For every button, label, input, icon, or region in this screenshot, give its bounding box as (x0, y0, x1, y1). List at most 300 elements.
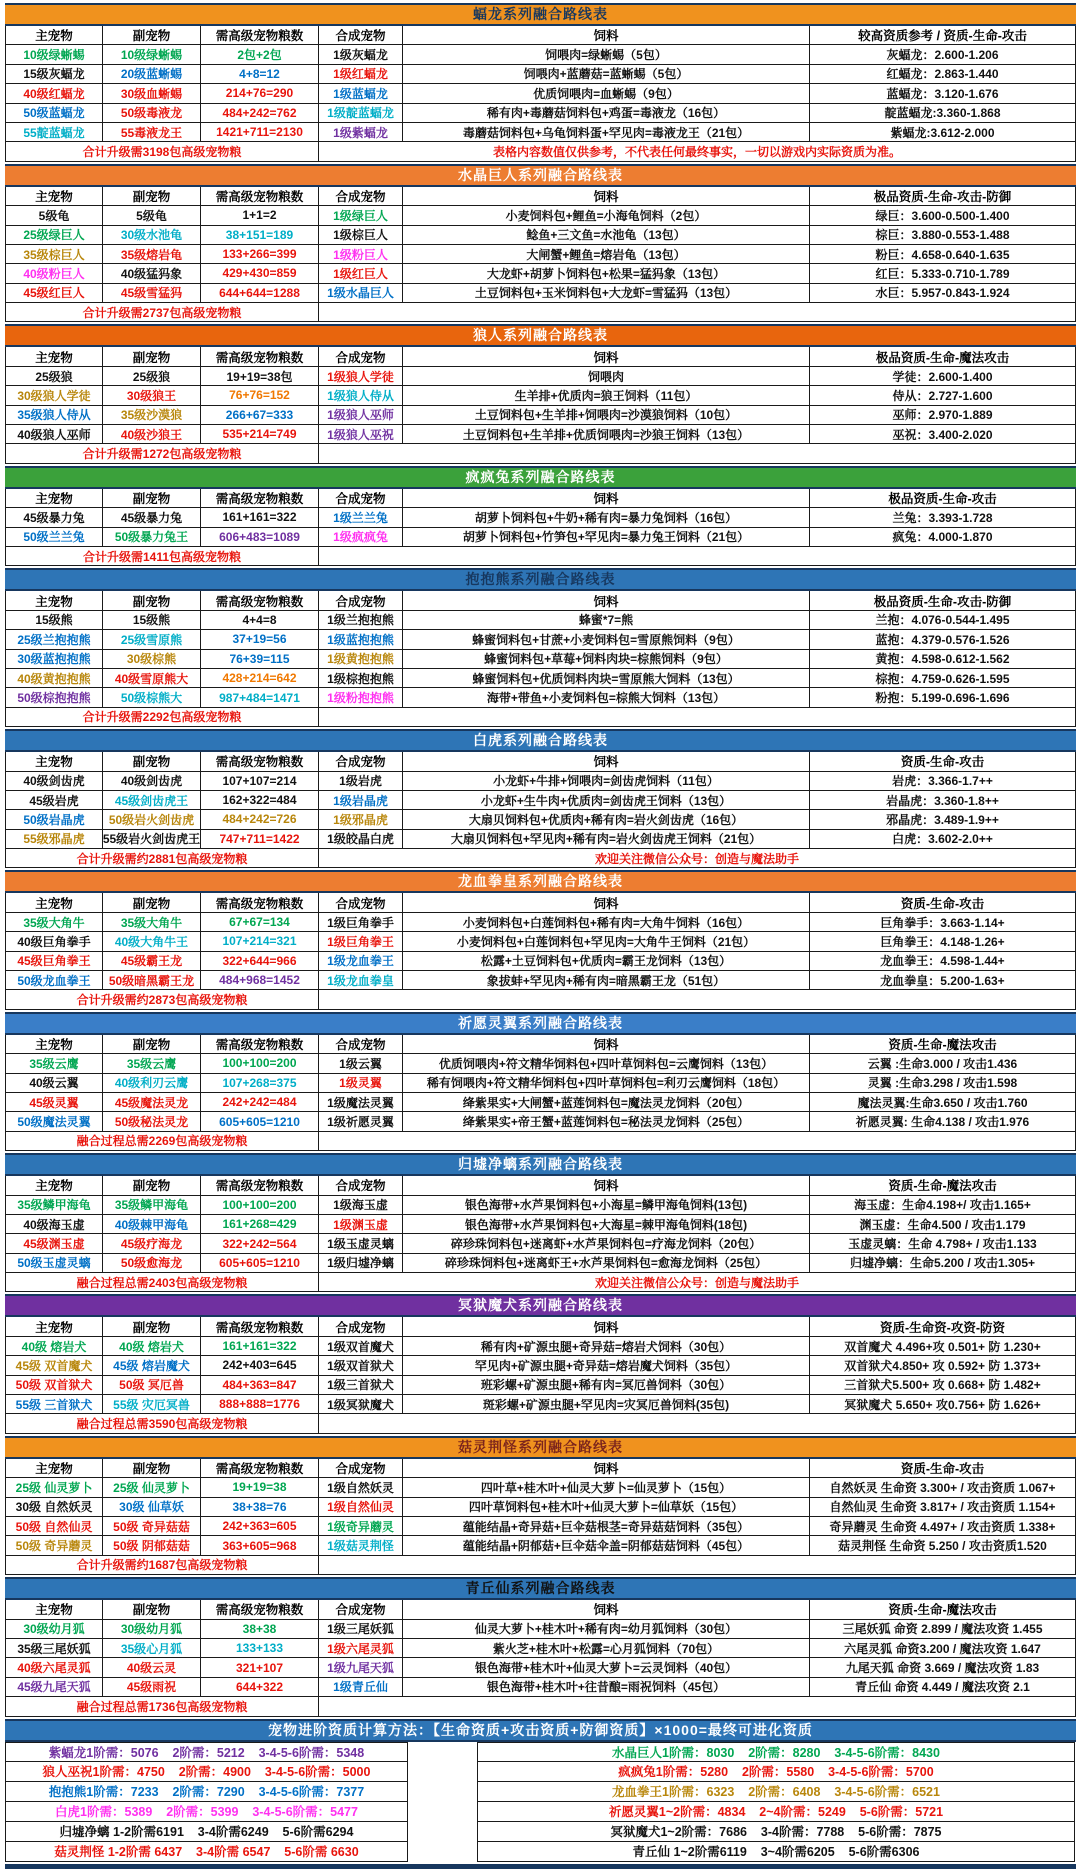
cell: 蕴能结晶+奇异菇+巨伞菇根茎=奇异菇菇饲料（35包） (403, 1517, 810, 1536)
column-header: 主宠物 (6, 1600, 103, 1619)
cell: 45级渊玉虚 (6, 1234, 103, 1253)
cell: 小龙虾+生牛肉+优质肉=剑齿虎王饲料（13包） (403, 791, 810, 810)
cell: 50级魔法灵翼 (6, 1112, 103, 1131)
footer-total: 融合过程总需1736包高级宠物粮 (6, 1697, 319, 1716)
cell: 161+161=322 (201, 508, 319, 527)
cell: 107+107=214 (201, 772, 319, 791)
section-banner-11: 菇灵荆怪系列融合路线表 (5, 1436, 1076, 1459)
cell: 紫蝠龙:3.612-2.000 (810, 123, 1076, 142)
calc-row (5, 1742, 1076, 1762)
table-header-row (6, 1600, 1076, 1619)
calc-gap (408, 1782, 477, 1802)
calc-left-cell: 白虎1阶需：5389 2阶需：5399 3-4-5-6阶需：5477 (5, 1802, 408, 1822)
cell: 45级岩虎 (6, 791, 103, 810)
cell: 棕巨：3.880-0.553-1.488 (810, 226, 1076, 245)
cell: 40级六尾灵狐 (6, 1658, 103, 1677)
section-banner-9: 归墟净螭系列融合路线表 (5, 1153, 1076, 1176)
calc-gap (408, 1742, 477, 1762)
footer-total: 合计升级需1411包高级宠物粮 (6, 547, 319, 566)
table-row (6, 1234, 1076, 1253)
cell: 粉抱：5.199-0.696-1.696 (810, 688, 1076, 707)
cell: 76+39=115 (201, 650, 319, 669)
cell: 1级自然妖灵 (319, 1478, 403, 1497)
cell: 40级 熔岩犬 (103, 1337, 201, 1356)
cell: 37+19=56 (201, 630, 319, 649)
cell: 40级海玉虚 (6, 1215, 103, 1234)
cell: 45级雪猛犸 (103, 284, 201, 303)
cell: 红蝠龙：2.863-1.440 (810, 65, 1076, 84)
cell: 35级棕巨人 (6, 245, 103, 264)
cell: 40级沙狼王 (103, 425, 201, 444)
cell: 1级狼人侍从 (319, 386, 403, 405)
cell: 50级蓝蝠龙 (6, 104, 103, 123)
cell: 15级熊 (6, 611, 103, 630)
cell: 605+605=1210 (201, 1254, 319, 1273)
cell: 605+605=1210 (201, 1112, 319, 1131)
cell: 35级大角牛 (103, 913, 201, 932)
column-header: 合成宠物 (319, 1600, 403, 1619)
calc-row (5, 1822, 1076, 1842)
cell: 242+403=645 (201, 1356, 319, 1375)
cell: 40级狼人巫师 (6, 425, 103, 444)
cell: 484+242=726 (201, 810, 319, 829)
column-header: 较高资质参考 / 资质-生命-攻击 (810, 26, 1076, 45)
cell: 海玉虚：生命4.198+/ 攻击1.165+ (810, 1196, 1076, 1215)
cell: 1级灰蝠龙 (319, 45, 403, 64)
cell: 1级岩晶虎 (319, 791, 403, 810)
cell: 1+1=2 (201, 206, 319, 225)
table-row (6, 1517, 1076, 1536)
cell: 1级三尾妖狐 (319, 1620, 403, 1639)
cell: 40级云灵 (103, 1658, 201, 1677)
table-row (6, 772, 1076, 791)
cell: 50级岩晶虎 (6, 810, 103, 829)
column-header: 需高级宠物粮数 (201, 1459, 319, 1478)
table-footer-row (6, 1697, 1076, 1716)
fusion-table-6 (5, 752, 1076, 868)
cell: 兰兔：3.393-1.728 (810, 508, 1076, 527)
cell: 三首狱犬5.500+ 攻 0.668+ 防 1.482+ (810, 1376, 1076, 1395)
cell: 1级狼人学徒 (319, 367, 403, 386)
table-header-row (6, 893, 1076, 912)
cell: 菇灵荆怪 生命资 5.250 / 攻击资质1.520 (810, 1536, 1076, 1555)
cell: 1级疯疯兔 (319, 528, 403, 547)
cell: 大扇贝饲料包+罕见肉+稀有肉=岩火剑齿虎王饲料（21包） (403, 830, 810, 849)
cell: 50级毒液龙 (103, 104, 201, 123)
column-header: 副宠物 (103, 489, 201, 508)
footer-note: 欢迎关注微信公众号：创造与魔法助手 (319, 1273, 1076, 1292)
footer-total: 合计升级需约2881包高级宠物粮 (6, 849, 319, 868)
column-header: 副宠物 (103, 591, 201, 610)
cell: 30级棕熊 (103, 650, 201, 669)
cell: 30级血蜥蜴 (103, 84, 201, 103)
column-header: 副宠物 (103, 26, 201, 45)
cell: 六尾灵狐 命资3.200 / 魔法攻资 1.647 (810, 1639, 1076, 1658)
cell: 1级黄抱抱熊 (319, 650, 403, 669)
cell: 45级 双首魔犬 (6, 1356, 103, 1375)
table-row (6, 104, 1076, 123)
cell: 606+483=1089 (201, 528, 319, 547)
cell: 25级雪原熊 (103, 630, 201, 649)
cell: 50级岩火剑齿虎 (103, 810, 201, 829)
cell: 133+266=399 (201, 245, 319, 264)
column-header: 极品资质-生命-攻击-防御 (810, 187, 1076, 206)
cell: 50级 阴郁菇菇 (103, 1536, 201, 1555)
cell: 1级巨角拳手 (319, 913, 403, 932)
cell: 1级狼人巫祝 (319, 425, 403, 444)
footer-total: 融合过程总需3590包高级宠物粮 (6, 1414, 319, 1433)
table-row (6, 84, 1076, 103)
table-row (6, 952, 1076, 971)
cell: 5级龟 (103, 206, 201, 225)
cell: 1级紫蝠龙 (319, 123, 403, 142)
column-header: 主宠物 (6, 187, 103, 206)
cell: 1级靛蓝蝠龙 (319, 104, 403, 123)
footer-note (319, 1132, 1076, 1151)
cell: 4+8=12 (201, 65, 319, 84)
fusion-table-5 (5, 591, 1076, 727)
cell: 50级 双首狱犬 (6, 1376, 103, 1395)
cell: 35级云鹰 (103, 1054, 201, 1073)
table-row (6, 245, 1076, 264)
column-header: 合成宠物 (319, 26, 403, 45)
table-footer-row (6, 708, 1076, 727)
column-header: 主宠物 (6, 752, 103, 771)
column-header: 副宠物 (103, 187, 201, 206)
cell: 稀有肉+矿源虫腿+奇异菇=熔岩犬饲料（30包） (403, 1337, 810, 1356)
cell: 50级 奇异菇菇 (103, 1517, 201, 1536)
fusion-table-4 (5, 489, 1076, 567)
column-header: 资质-生命-魔法攻击 (810, 1035, 1076, 1054)
cell: 266+67=333 (201, 406, 319, 425)
footer-total: 合计升级需3198包高级宠物粮 (6, 142, 319, 161)
cell: 1级双首狱犬 (319, 1356, 403, 1375)
calc-row (5, 1802, 1076, 1822)
cell: 自然仙灵 生命资 3.817+ / 攻击资质 1.154+ (810, 1498, 1076, 1517)
table-header-row (6, 187, 1076, 206)
cell: 优质饲喂肉=血蜥蜴（9包） (403, 84, 810, 103)
cell: 40级棘甲海龟 (103, 1215, 201, 1234)
table-footer-row (6, 1414, 1076, 1433)
column-header: 资质-生命-攻击 (810, 752, 1076, 771)
calc-right-cell: 龙血拳王1阶需：6323 2阶需：6408 3-4-5-6阶需：6521 (477, 1782, 1075, 1802)
cell: 429+430=859 (201, 264, 319, 283)
cell: 428+214=642 (201, 669, 319, 688)
footer-total: 合计升级需2292包高级宠物粮 (6, 708, 319, 727)
calc-right-cell: 祈愿灵翼1~2阶需：4834 2~4阶需：5249 5-6阶需：5721 (477, 1802, 1075, 1822)
table-footer-row (6, 1132, 1076, 1151)
table-header-row (6, 1317, 1076, 1336)
table-row (6, 630, 1076, 649)
cell: 鲶鱼+三文鱼=水池龟（13包） (403, 226, 810, 245)
calc-left-cell: 紫蝠龙1阶需：5076 2阶需：5212 3-4-5-6阶需：5348 (5, 1742, 408, 1762)
table-row (6, 1678, 1076, 1697)
cell: 兰抱：4.076-0.544-1.495 (810, 611, 1076, 630)
footer-total: 融合过程总需2403包高级宠物粮 (6, 1273, 319, 1292)
column-header: 主宠物 (6, 591, 103, 610)
cell: 38+151=189 (201, 226, 319, 245)
table-row (6, 226, 1076, 245)
table-row (6, 264, 1076, 283)
cell: 银色海带+桂木叶+往昔酿=雨祝饲料（45包） (403, 1678, 810, 1697)
cell: 1级狼人巫师 (319, 406, 403, 425)
cell: 绛紫果实+帝王蟹+蓝莲饲料包=秘法灵龙饲料（25包） (403, 1112, 810, 1131)
column-header: 副宠物 (103, 893, 201, 912)
cell: 1级红蝠龙 (319, 65, 403, 84)
cell: 45级霸王龙 (103, 952, 201, 971)
cell: 银色海带+桂木叶+仙灵大萝卜=云灵饲料（40包） (403, 1658, 810, 1677)
cell: 1级海玉虚 (319, 1196, 403, 1215)
cell: 107+214=321 (201, 932, 319, 951)
cell: 242+242=484 (201, 1093, 319, 1112)
footer-note (319, 444, 1076, 463)
table-row (6, 1337, 1076, 1356)
cell: 1级归墟净螭 (319, 1254, 403, 1273)
cell: 1级兰兰兔 (319, 508, 403, 527)
cell: 海带+带鱼+小麦饲料包=棕熊大饲料（13包） (403, 688, 810, 707)
table-row (6, 611, 1076, 630)
cell: 优质饲喂肉+符文精华饲料包+四叶草饲料包=云鹰饲料（13包） (403, 1054, 810, 1073)
cell: 巫祝：3.400-2.020 (810, 425, 1076, 444)
column-header: 需高级宠物粮数 (201, 752, 319, 771)
column-header: 饲料 (403, 893, 810, 912)
cell: 饲喂肉 (403, 367, 810, 386)
table-row (6, 932, 1076, 951)
cell: 242+363=605 (201, 1517, 319, 1536)
cell: 1级龙血拳皇 (319, 971, 403, 990)
column-header: 极品资质-生命-攻击-防御 (810, 591, 1076, 610)
calc-row (5, 1762, 1076, 1782)
table-row (6, 1376, 1076, 1395)
footer-total: 融合过程总需2269包高级宠物粮 (6, 1132, 319, 1151)
table-row (6, 406, 1076, 425)
column-header: 资质-生命-攻击 (810, 1459, 1076, 1478)
cell: 25级兰抱抱熊 (6, 630, 103, 649)
cell: 小麦饲料包+鲤鱼=小海龟饲料（2包） (403, 206, 810, 225)
cell: 35级三尾妖狐 (6, 1639, 103, 1658)
table-header-row (6, 1035, 1076, 1054)
column-header: 合成宠物 (319, 489, 403, 508)
table-row (6, 971, 1076, 990)
cell: 奇异蘑灵 生命资 4.497+ / 攻击资质 1.338+ (810, 1517, 1076, 1536)
fusion-table-11 (5, 1459, 1076, 1575)
section-banner-4: 疯疯兔系列融合路线表 (5, 466, 1076, 489)
column-header: 副宠物 (103, 1459, 201, 1478)
footer-note (319, 708, 1076, 727)
table-row (6, 650, 1076, 669)
cell: 40级猛犸象 (103, 264, 201, 283)
table-row (6, 1054, 1076, 1073)
cell: 象拔蚌+罕见肉+稀有肉=暗黑霸王龙（51包） (403, 971, 810, 990)
cell: 1级兰抱抱熊 (319, 611, 403, 630)
cell: 绛紫果实+大闸蟹+蓝莲饲料包=魔法灵龙饲料（20包） (403, 1093, 810, 1112)
cell: 45级九尾天狐 (6, 1678, 103, 1697)
cell: 30级狼人学徒 (6, 386, 103, 405)
table-row (6, 1215, 1076, 1234)
cell: 自然妖灵 生命资 3.300+ / 攻击资质 1.067+ (810, 1478, 1076, 1497)
table-row (6, 386, 1076, 405)
table-row (6, 688, 1076, 707)
table-footer-row (6, 849, 1076, 868)
column-header: 饲料 (403, 591, 810, 610)
cell: 1421+711=2130 (201, 123, 319, 142)
cell: 55毒液龙王 (103, 123, 201, 142)
cell: 1级六尾灵狐 (319, 1639, 403, 1658)
cell: 1级红巨人 (319, 264, 403, 283)
table-row (6, 1620, 1076, 1639)
cell: 40级 熔岩犬 (6, 1337, 103, 1356)
cell: 35级心月狐 (103, 1639, 201, 1658)
column-header: 副宠物 (103, 1600, 201, 1619)
table-row (6, 1395, 1076, 1414)
cell: 土豆饲料包+玉米饲料包+大龙虾=雪猛犸（13包） (403, 284, 810, 303)
calc-gap (408, 1822, 477, 1842)
cell: 仙灵大萝卜+桂木叶+稀有肉=幼月狐饲料（30包） (403, 1620, 810, 1639)
cell: 30级狼王 (103, 386, 201, 405)
cell: 25级狼 (6, 367, 103, 386)
cell: 45级暴力兔 (103, 508, 201, 527)
cell: 岩虎：3.366-1.7++ (810, 772, 1076, 791)
footer-note (319, 990, 1076, 1009)
table-footer-row (6, 990, 1076, 1009)
cell: 岩晶虎：3.360-1.8++ (810, 791, 1076, 810)
calc-left-cell: 菇灵荆怪 1-2阶需 6437 3-4阶需 6547 5-6阶需 6630 (5, 1842, 408, 1862)
table-header-row (6, 752, 1076, 771)
column-header: 需高级宠物粮数 (201, 1317, 319, 1336)
cell: 棕抱：4.759-0.626-1.595 (810, 669, 1076, 688)
cell: 蜂蜜*7=熊 (403, 611, 810, 630)
cell: 40级剑齿虎 (6, 772, 103, 791)
fusion-table-8 (5, 1035, 1076, 1151)
table-row (6, 830, 1076, 849)
column-header: 资质-生命-魔法攻击 (810, 1176, 1076, 1195)
column-header: 饲料 (403, 489, 810, 508)
cell: 碎珍珠饲料包+迷离虾+水芦果饲料包=疗海龙饲料（20包） (403, 1234, 810, 1253)
cell: 535+214=749 (201, 425, 319, 444)
cell: 土豆饲料包+生羊排+饲喂肉=沙漠狼饲料（10包） (403, 406, 810, 425)
cell: 紫火芝+桂木叶+松露=心月狐饲料（70包） (403, 1639, 810, 1658)
column-header: 主宠物 (6, 347, 103, 366)
cell: 133+133 (201, 1639, 319, 1658)
cell: 蜂蜜饲料包+甘蔗+小麦饲料包=雪原熊饲料（9包） (403, 630, 810, 649)
cell: 1级棕巨人 (319, 226, 403, 245)
cell: 蜂蜜饲料包+优质饲料肉块=雪原熊大饲料（13包） (403, 669, 810, 688)
cell: 班彩螺+矿源虫腿+稀有肉=冥厄兽饲料（30包） (403, 1376, 810, 1395)
cell: 小麦饲料包+白莲饲料包+稀有肉=大角牛饲料（16包） (403, 913, 810, 932)
cell: 25级 仙灵萝卜 (103, 1478, 201, 1497)
table-row (6, 791, 1076, 810)
cell: 30级 仙草妖 (103, 1498, 201, 1517)
cell: 30级幼月狐 (103, 1620, 201, 1639)
section-banner-8: 祈愿灵翼系列融合路线表 (5, 1012, 1076, 1035)
column-header: 资质-生命资-攻资-防资 (810, 1317, 1076, 1336)
table-row (6, 123, 1076, 142)
cell: 粉巨：4.658-0.640-1.635 (810, 245, 1076, 264)
cell: 19+19=38包 (201, 367, 319, 386)
cell: 45级剑齿虎王 (103, 791, 201, 810)
cell: 161+161=322 (201, 1337, 319, 1356)
column-header: 饲料 (403, 26, 810, 45)
calc-gap (408, 1842, 477, 1862)
column-header: 需高级宠物粮数 (201, 893, 319, 912)
cell: 55级邪晶虎 (6, 830, 103, 849)
column-header: 饲料 (403, 1600, 810, 1619)
cell: 1级邪晶虎 (319, 810, 403, 829)
cell: 35级鳞甲海龟 (103, 1196, 201, 1215)
column-header: 资质-生命-攻击 (810, 893, 1076, 912)
cell: 484+363=847 (201, 1376, 319, 1395)
cell: 76+76=152 (201, 386, 319, 405)
cell: 50级兰兰兔 (6, 528, 103, 547)
cell: 25级 仙灵萝卜 (6, 1478, 103, 1497)
cell: 35级大角牛 (6, 913, 103, 932)
cell: 100+100=200 (201, 1196, 319, 1215)
cell: 38+38=76 (201, 1498, 319, 1517)
cell: 1级冥狱魔犬 (319, 1395, 403, 1414)
cell: 50级棕抱抱熊 (6, 688, 103, 707)
table-header-row (6, 1176, 1076, 1195)
cell: 25级绿巨人 (6, 226, 103, 245)
cell: 松露+土豆饲料包+优质肉=霸王龙饲料（13包） (403, 952, 810, 971)
footer-total: 合计升级需2737包高级宠物粮 (6, 303, 319, 322)
cell: 1级自然仙灵 (319, 1498, 403, 1517)
cell: 40级剑齿虎 (103, 772, 201, 791)
cell: 九尾天狐 命资 3.669 / 魔法攻资 1.83 (810, 1658, 1076, 1677)
cell: 50级秘法灵龙 (103, 1112, 201, 1131)
table-row (6, 206, 1076, 225)
column-header: 合成宠物 (319, 1035, 403, 1054)
column-header: 主宠物 (6, 26, 103, 45)
fusion-table-3 (5, 347, 1076, 463)
column-header: 需高级宠物粮数 (201, 187, 319, 206)
cell: 龙血拳皇：5.200-1.63+ (810, 971, 1076, 990)
table-header-row (6, 591, 1076, 610)
cell: 四叶草+桂木叶+仙灵大萝卜=仙灵萝卜（15包） (403, 1478, 810, 1497)
fusion-table-7 (5, 893, 1076, 1009)
calc-gap (408, 1762, 477, 1782)
cell: 40级云翼 (6, 1074, 103, 1093)
cell: 土豆饲料包+生羊排+优质饲喂肉=沙狼王饲料（13包） (403, 425, 810, 444)
calc-row (5, 1782, 1076, 1802)
cell: 15级灰蝠龙 (6, 65, 103, 84)
column-header: 极品资质-生命-魔法攻击 (810, 347, 1076, 366)
calc-right-cell: 疯疯兔1阶需：5280 2阶需：5580 3-4-5-6阶需：5700 (477, 1762, 1075, 1782)
table-footer-row (6, 1273, 1076, 1292)
cell: 灰蝠龙：2.600-1.206 (810, 45, 1076, 64)
column-header: 饲料 (403, 1176, 810, 1195)
cell: 邪晶虎：3.489-1.9++ (810, 810, 1076, 829)
cell: 35级熔岩龟 (103, 245, 201, 264)
column-header: 合成宠物 (319, 1317, 403, 1336)
cell: 祈愿灵翼: 生命4.138 / 攻击1.976 (810, 1112, 1076, 1131)
table-row (6, 1639, 1076, 1658)
calc-method-banner: 宠物进阶资质计算方法：【生命资质+攻击资质+防御资质】×1000=最终可进化资质 (5, 1719, 1076, 1742)
cell: 35级云鹰 (6, 1054, 103, 1073)
cell: 胡萝卜饲料包+牛奶+稀有肉=暴力兔饲料（16包） (403, 508, 810, 527)
calc-gap (408, 1802, 477, 1822)
column-header: 需高级宠物粮数 (201, 591, 319, 610)
cell: 黄抱：4.598-0.612-1.562 (810, 650, 1076, 669)
cell: 稀有肉+毒蘑菇饲料包+鸡蛋=毒液龙（16包） (403, 104, 810, 123)
column-header: 需高级宠物粮数 (201, 1176, 319, 1195)
cell: 30级 自然妖灵 (6, 1498, 103, 1517)
cell: 30级幼月狐 (6, 1620, 103, 1639)
cell: 1级粉巨人 (319, 245, 403, 264)
section-banner-1: 蝠龙系列融合路线表 (5, 3, 1076, 26)
cell: 1级云翼 (319, 1054, 403, 1073)
cell: 小龙虾+牛排+饲喂肉=剑齿虎饲料（11包） (403, 772, 810, 791)
section-banner-12: 青丘仙系列融合路线表 (5, 1577, 1076, 1600)
